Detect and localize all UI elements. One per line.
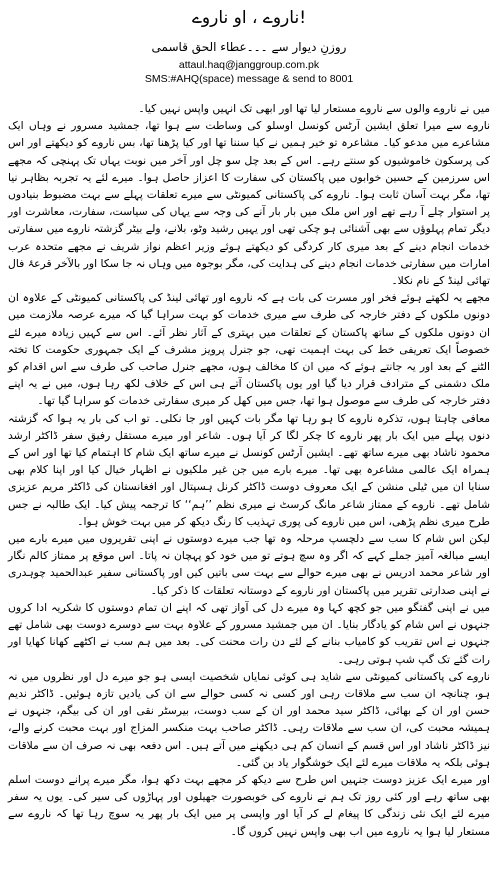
body-paragraph: معافی چاہتا ہوں، تذکرہ ناروے کا ہو رہا تھا مگر بات کہیں اور جا نکلی۔ تو اب کی بار یہ ہوا کہ گزشتہ دنوں پہلے میں ایک بار پھر ناروے کا چکر لگا کر آیا ہوں۔ شاعر اور میرے مستقل رفیق سفر ڈاکٹر ارشد محمود ناشاد بھی میرے ساتھ تھے۔ ایشین آرٹس کونسل نے میرے ساتھ ایک شام کا اہتمام کیا تھا اور اس کے ہمراہ ایک عالمی مشاعرہ بھی تھا۔ میرے بارے میں جن غیر ملکیوں نے اظہار خیال کیا اور اپنا کلام بھی سنایا ان میں ٹیلی منشن کے ایک معروف دوست ڈاکٹر کرنل ہسپتال اور افغانستان کی ڈاکٹر مریم عزیزی شامل تھے۔ ناروے کے ممتاز شاعر مانگ کرسٹ نے میری نظم ’’ہم‘‘ کا ترجمہ پیش کیا۔ ایک طالبہ نے جس طرح میری نظم پڑھی، اس میں ناروے کی پوری تہذیب کا رنگ دیکھ کر میں بہت خوش ہوا۔ (8, 411, 490, 528)
column-byline: روزنِ دیوار سے ۔۔۔عطاء الحق قاسمی (151, 40, 347, 54)
body-paragraph: ناروے سے میرا تعلق ایشین آرٹس کونسل اوسلو کی وساطت سے ہوا تھا، جمشید مسرور نے وہاں ایک مشاعرے میں مدعو کیا۔ مشاعرہ تو خیر ہمیں نے کیا سننا تھا اور کیا پڑھنا تھا، بس ناروے کو دیکھتے اور اس کی پرسکون خاموشیوں کو سنتے رہے۔ اس کے بعد چل سو چل اور آخر میں نوبت یہاں تک پہنچی کہ مجھے اس سرزمین کے حسین خوابوں میں پاکستان کی سفارت کا اعزاز حاصل ہوا۔ میرے لئے یہ تجربہ بظاہر نیا تھا، مگر بہت آسان ثابت ہوا۔ ناروے کی پاکستانی کمیونٹی سے میرے تعلقات پہلے سے بہت مضبوط بنیادوں پر استوار چلے آ رہے تھے اور اس ملک میں بار بار آنے کی وجہ سے یہاں کی سیاست، سفارت، معاشرت اور دیگر تمام پہلوؤں سے بھی آشنائی ہو چکی تھی اور یہیں رشید وٹو، بلانے، ولے بیٹر گزشتہ ناروے میں سفارتی خدمات انجام دینے کے بعد میری کار کردگی کو دیکھتے ہوئے وزیر اعظم نواز شریف نے مجھے متحدہ عرب امارات میں سفارتی خدمات انجام دینے کی ہدایت کی، مگر بوجوہ میں وہاں نہ جا سکا اور بالآخر قرعۂ فال تھائی لینڈ کے نام نکلا۔ (8, 119, 490, 288)
body-paragraph: مجھے یہ لکھتے ہوئے فخر اور مسرت کی بات ہے کہ ناروے اور تھائی لینڈ کی پاکستانی کمیونٹی کے علاوہ ان دونوں ملکوں کے دفتر خارجہ کی طرف سے میری خدمات کو بہت سراہا گیا کہ میرے عرصہ ملازمت میں ان دونوں ملکوں کے ساتھ پاکستان کے تعلقات میں بہتری کے آثار نظر آئے۔ اس سے کہیں زیادہ میرے لئے خصوصاً ایک تعریفی خط کی بہت اہمیت تھی، جو جنرل پرویز مشرف کے ایک جمہوری حکومت کا تختہ الٹنے کے بعد اور یہ جانتے ہوئے کہ میں ان کا مخالف ہوں، مجھے جنرل صاحب کی طرف سے اس اقدام کو ملک دشمنی کے مترادف قرار دیا گیا اور یوں پاکستان آتے ہی اس کے خلاف لکھ رہا ہوں، میں نے یہ اپنے دفتر خارجہ کی طرف سے موصول ہوا تھا، جس میں کھل کر میری سفارتی خدمات کو سراہا گیا تھا۔ (8, 291, 490, 408)
sms-instructions: SMS:#AHQ(space) message & send to 8001 (144, 73, 354, 85)
body-paragraph: لیکن اس شام کا سب سے دلچسپ مرحلہ وہ تھا جب میرے دوستوں نے اپنی تقریروں میں میرے بارے میں ایسے مبالغہ آمیز جملے کہے کہ اگر وہ سچ ہوتے تو میں خود کو پہچان نہ پاتا۔ اس موقع پر ممتاز کالم نگار اور شاعر محمد ادریس نے بھی میرے حوالے سے بہت سی باتیں کیں اور پاکستانی سفیر عبدالحمید چوہدری نے اپنی صدارتی تقریر میں پاکستان اور ناروے کے دوستانہ تعلقات کا ذکر کیا۔ (8, 532, 490, 597)
body-paragraph: میں نے اپنی گفتگو میں جو کچھ کہا وہ میرے دل کی آواز تھی کہ اپنے ان تمام دوستوں کا شکریہ ادا کروں جنہوں نے اس شام کو یادگار بنایا۔ ان میں جمشید مسرور کے علاوہ بہت سے دوسرے دوست بھی شامل تھے جنہوں نے اس تقریب کو کامیاب بنانے کے لئے دن رات محنت کی۔ بعد میں ہم سب نے اکٹھے کھانا کھایا اور رات گئے تک گپ شپ ہوتی رہی۔ (8, 600, 490, 666)
body-paragraph: اور میرے ایک عزیز دوست جنہیں اس طرح سے دیکھ کر مجھے بہت دکھ ہوا، مگر میرے پرانے دوست اسلم بھی ساتھ رہے اور کئی روز تک ہم نے ناروے کی خوبصورت جھیلوں اور پہاڑوں کی سیر کی۔ یوں یہ سفر میرے لئے ایک نئی زندگی کا پیغام لے کر آیا اور واپسی پر میں ایک بار پھر یہ سوچ رہا تھا کہ ناروے سے مستعار لیا ہوا یہ ناروے میں اب بھی واپس نہیں کروں گا۔ (8, 772, 490, 838)
body-paragraph: ناروے کی پاکستانی کمیونٹی سے شاید ہی کوئی نمایاں شخصیت ایسی ہو جو میرے دل اور نظروں میں نہ ہو، چنانچہ ان سب سے ملاقات رہی اور کسی نہ کسی حوالے سے ان کی یادیں تازہ ہوئیں۔ ڈاکٹر ندیم حسن اور ان کے بھائی، ڈاکٹر سید محمد اور ان کے سب دوست، بیرسٹر نقی اور ان کی بیگم، جنہوں نے ہمیشہ محبت کی، ان سب سے ملاقات رہی۔ ڈاکٹر صاحب بہت منکسر المزاج اور بہت محبت کرنے والے، نیز ڈاکٹر ناشاد اور اس قسم کے انسان کم ہی دیکھنے میں آتے ہیں۔ اس دفعہ بھی نہ صرف ان سے ملاقات ہوئی بلکہ یہ ملاقات میرے لئے ایک خوشگوار یاد بن گئی۔ (8, 669, 490, 769)
article-title: ناروے ، او ناروے! (191, 8, 307, 28)
article-body (8, 100, 490, 838)
author-email: attaul.haq@janggroup.com.pk (178, 59, 320, 71)
body-paragraph: میں نے ناروے والوں سے ناروے مستعار لیا تھا اور ابھی تک انہیں واپس نہیں کیا۔ (138, 102, 490, 115)
